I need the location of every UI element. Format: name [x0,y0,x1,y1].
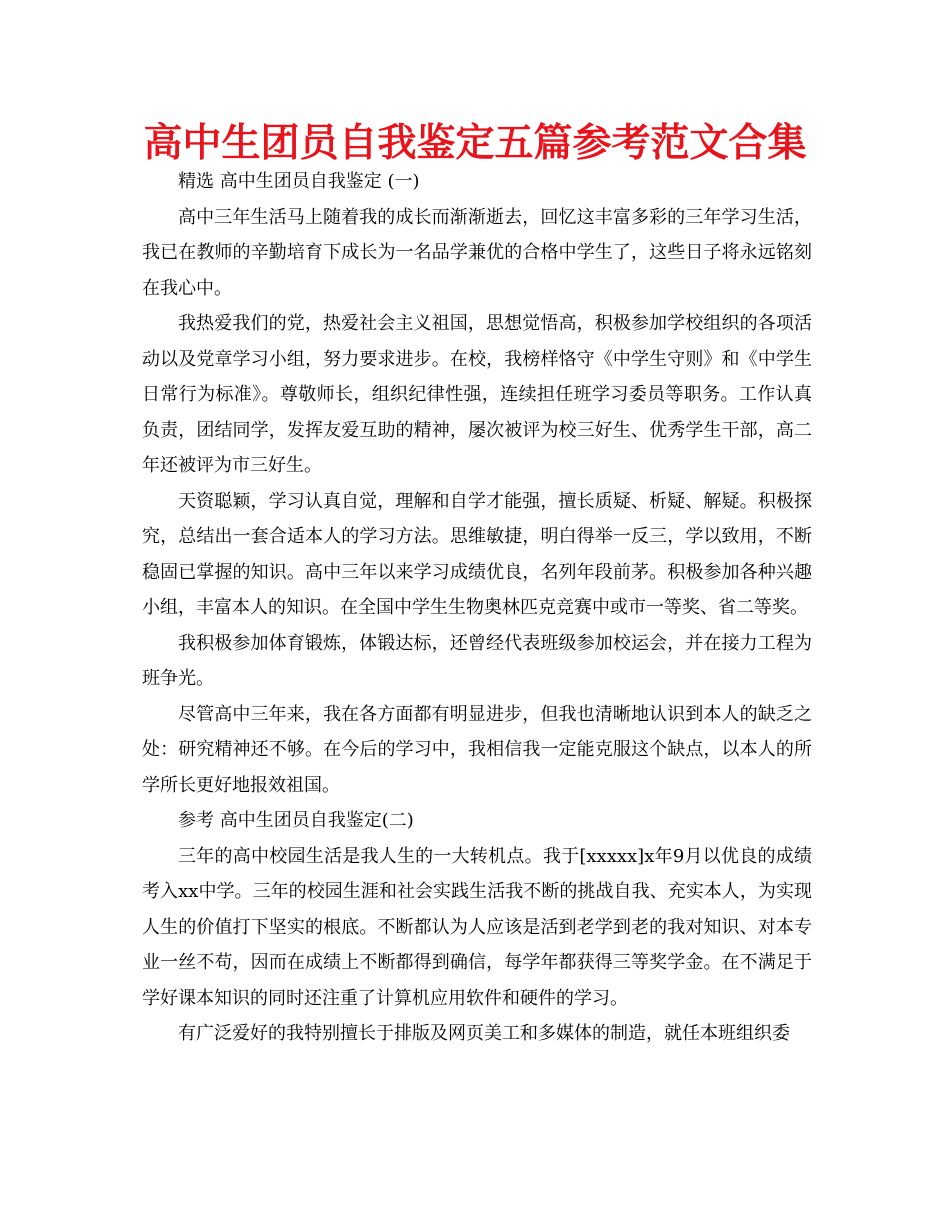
paragraph: 我热爱我们的党，热爱社会主义祖国，思想觉悟高，积极参加学校组织的各项活动以及党章学习小组，努力要求进步。在校，我榜样恪守《中学生守则》和《中学生日常行为标准》。尊敬师长，组织纪律性强，连续担任班学习委员等职务。工作认真负责，团结同学，发挥友爱互助的精神，屡次被评为校三好生、优秀学生干部，高二年还被评为市三好生。 [142,313,812,476]
paragraph: 高中三年生活马上随着我的成长而渐渐逝去，回忆这丰富多彩的三年学习生活，我已在教师的辛勤培育下成长为一名品学兼优的合格中学生了，这些日子将永远铭刻在我心中。 [142,206,812,299]
section-heading-2: 参考 高中生团员自我鉴定(二) [178,810,414,831]
paragraph: 有广泛爱好的我特别擅长于排版及网页美工和多媒体的制造，就任本班组织委 [178,1023,790,1044]
paragraph: 尽管高中三年来，我在各方面都有明显进步，但我也清晰地认识到本人的缺乏之处：研究精神还不够。在今后的学习中，我相信我一定能克服这个缺点，以本人的所学所长更好地报效祖国。 [142,703,812,796]
document-title: 高中生团员自我鉴定五篇参考范文合集 [143,121,807,166]
paragraph: 三年的高中校园生活是我人生的一大转机点。我于[xxxxx]x年9月以优良的成绩考入xx中学。三年的校园生涯和社会实践生活我不断的挑战自我、充实本人，为实现人生的价值打下坚实的根底。不断都认为人应该是活到老学到老的我对知识、对本专业一丝不苟，因而在成绩上不断都得到确信，每学年都获得三等奖学金。在不满足于学好课本知识的同时还注重了计算机应用软件和硬件的学习。 [142,845,812,1009]
paragraph: 我积极参加体育锻炼，体锻达标，还曾经代表班级参加校运会，并在接力工程为班争光。 [142,632,812,689]
paragraph: 天资聪颖，学习认真自觉，理解和自学才能强，擅长质疑、析疑、解疑。积极探究，总结出一套合适本人的学习方法。思维敏捷，明白得举一反三，学以致用，不断稳固已掌握的知识。高中三年以来学习成绩优良，名列年段前茅。积极参加各种兴趣小组，丰富本人的知识。在全国中学生生物奥林匹克竞赛中或市一等奖、省二等奖。 [142,490,812,618]
section-heading-1: 精选 高中生团员自我鉴定 (一) [178,171,420,192]
document-body [142,164,812,1052]
